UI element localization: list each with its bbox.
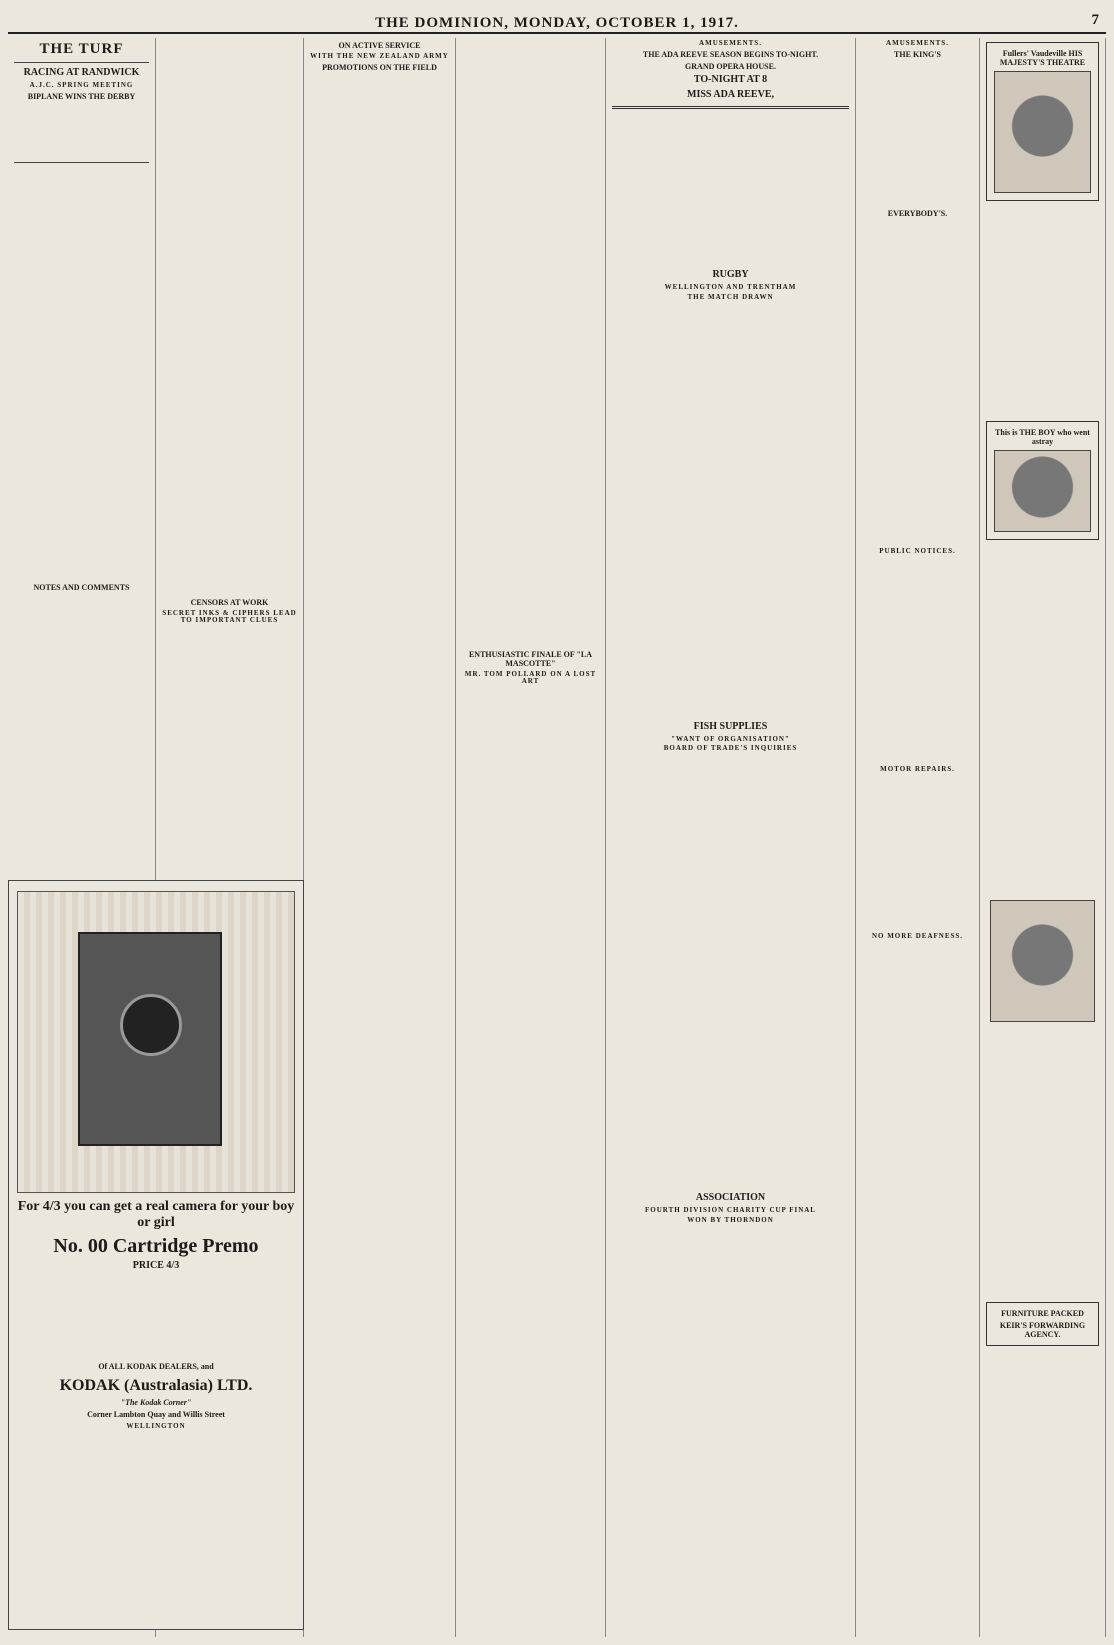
- kodak-ad: [8, 880, 304, 1630]
- headline-ada-reeve: THE ADA REEVE SEASON BEGINS TO-NIGHT.: [642, 50, 819, 60]
- tonight: TO-NIGHT AT 8: [693, 74, 768, 86]
- furniture-packed: FURNITURE PACKED: [1001, 1309, 1084, 1318]
- everybodys: EVERYBODY'S.: [887, 209, 948, 219]
- column-3: [304, 38, 456, 1637]
- headline-rugby: RUGBY: [712, 269, 749, 281]
- column-6: [856, 38, 980, 1637]
- camera-illustration: [17, 891, 295, 1193]
- masthead: [8, 6, 1106, 34]
- headline-notes: NOTES AND COMMENTS: [33, 583, 130, 593]
- subhead-rugby: WELLINGTON AND TRENTHAM: [664, 283, 797, 292]
- public-notices: PUBLIC NOTICES.: [879, 547, 956, 556]
- article-body: [14, 104, 149, 158]
- amusements-heading-2: AMUSEMENTS.: [886, 39, 949, 47]
- subhead-charity-cup: FOURTH DIVISION CHARITY CUP FINAL: [645, 1206, 816, 1215]
- kodak-company: KODAK (Australasia) LTD.: [59, 1377, 253, 1394]
- motor-repairs: MOTOR REPAIRS.: [880, 764, 955, 773]
- the-kings: THE KING'S: [894, 50, 941, 60]
- subhead-promotions: PROMOTIONS ON THE FIELD: [322, 63, 437, 73]
- subhead-censors: SECRET INKS & CIPHERS LEAD TO IMPORTANT CLUES: [162, 609, 297, 625]
- headline-censors: CENSORS AT WORK: [190, 598, 269, 607]
- ada-reeve: MISS ADA REEVE,: [687, 89, 774, 101]
- lens-icon: [120, 994, 182, 1056]
- subhead-biplane: BIPLANE WINS THE DERBY: [27, 92, 136, 102]
- page-number: 7: [1091, 12, 1100, 28]
- headline-mascotte: ENTHUSIASTIC FINALE OF "LA MASCOTTE": [468, 650, 593, 668]
- no-more-deafness: NO MORE DEAFNESS.: [871, 931, 964, 940]
- camera-icon: [78, 932, 222, 1146]
- masthead-title: THE DOMINION, MONDAY, OCTOBER 1, 1917.: [375, 15, 739, 31]
- fullers-ad: [986, 42, 1099, 201]
- subhead-thorndon: WON BY THORNDON: [687, 1215, 774, 1224]
- grand-opera-house: GRAND OPERA HOUSE.: [685, 62, 776, 72]
- camera-headline: For 4/3 you can get a real camera for your boy or girl: [17, 1199, 295, 1230]
- subhead-spring: A.J.C. SPRING MEETING: [29, 81, 134, 89]
- kodak-corner: "The Kodak Corner": [120, 1398, 192, 1407]
- headline-active-service: ON ACTIVE SERVICE: [338, 41, 421, 50]
- subhead-nz-army: WITH THE NEW ZEALAND ARMY: [310, 52, 449, 60]
- column-4: [456, 38, 606, 1637]
- subhead-match: THE MATCH DRAWN: [687, 292, 774, 301]
- boy-ad-title: This is THE BOY who went astray: [995, 428, 1090, 446]
- subhead-board-of-trade: BOARD OF TRADE'S INQUIRIES: [663, 744, 798, 753]
- keir-ad: [986, 1302, 1099, 1346]
- product-name: No. 00 Cartridge Premo: [53, 1235, 259, 1257]
- boy-illustration: [994, 450, 1091, 532]
- headline-fish: FISH SUPPLIES: [693, 720, 768, 732]
- subhead-pollard: MR. TOM POLLARD ON A LOST ART: [464, 670, 597, 686]
- headline-association: ASSOCIATION: [695, 1192, 766, 1204]
- headline-racing: RACING AT RANDWICK: [23, 67, 140, 78]
- section-turf: THE TURF: [39, 41, 124, 57]
- register-illustration: [990, 900, 1095, 1022]
- column-7: [980, 38, 1106, 1637]
- dealers-line: Of ALL KODAK DEALERS, and: [98, 1362, 214, 1371]
- subhead-fish: "WANT OF ORGANISATION": [671, 734, 790, 743]
- keir-agency: KEIR'S FORWARDING AGENCY.: [999, 1321, 1086, 1339]
- kodak-city: WELLINGTON: [126, 1422, 186, 1430]
- fullers-illustration: [994, 71, 1091, 193]
- amusements-heading: AMUSEMENTS.: [699, 39, 762, 47]
- product-price: PRICE 4/3: [132, 1260, 180, 1271]
- boy-ad: [986, 421, 1099, 540]
- kodak-address: Corner Lambton Quay and Willis Street: [87, 1410, 225, 1419]
- column-5: [606, 38, 856, 1637]
- fullers-title: Fullers' Vaudeville HIS MAJESTY'S THEATRE: [999, 49, 1086, 67]
